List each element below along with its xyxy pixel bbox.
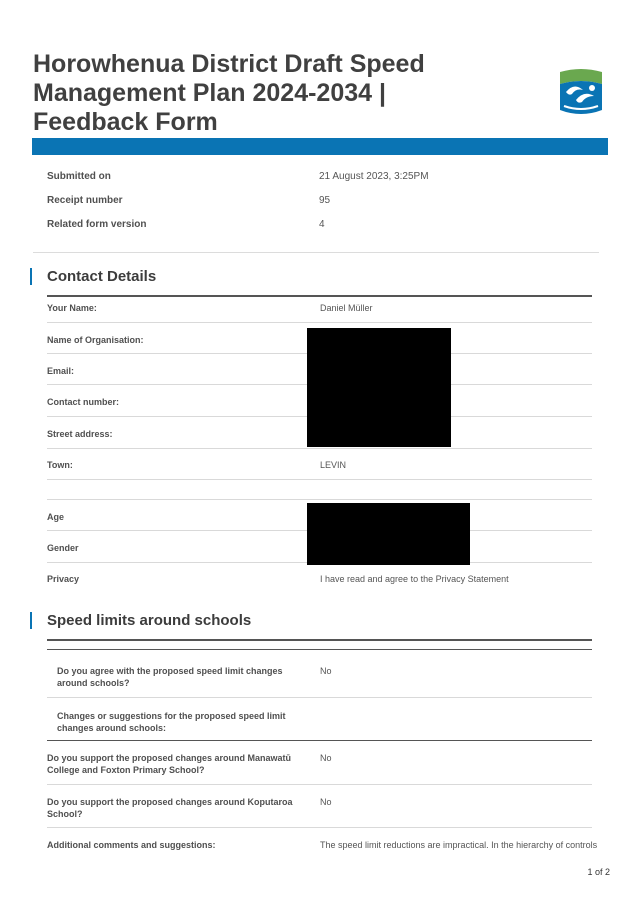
meta-value: 4 (319, 219, 325, 230)
form-row-suggestions-schools (47, 698, 592, 741)
meta-label: Related form version (47, 219, 147, 230)
redaction-block (307, 328, 451, 447)
field-label: Name of Organisation: (47, 335, 144, 345)
meta-row (33, 165, 599, 189)
field-value: No (320, 797, 332, 807)
field-value: The speed limit reductions are impractical. In the hierarchy of controls (320, 840, 598, 850)
field-label: Age (47, 512, 65, 522)
field-value: Daniel Müller (320, 303, 373, 313)
field-label: Contact number: (47, 397, 119, 407)
page-title: Horowhenua District Draft Speed Management Plan 2024-2034 | Feedback Form (33, 50, 425, 136)
field-label: Street address: (47, 429, 113, 439)
field-label: Email: (47, 366, 75, 376)
header-color-band (32, 138, 608, 155)
meta-value: 95 (319, 195, 331, 206)
field-label: Changes or suggestions for the proposed speed limit changes around schools: (57, 711, 286, 733)
meta-label: Receipt number (47, 195, 123, 206)
field-value: LEVIN (320, 460, 347, 470)
redaction-block (307, 503, 470, 565)
divider (33, 252, 599, 253)
form-row-agree-schools (47, 651, 592, 698)
field-value: No (320, 666, 332, 676)
submission-meta (33, 165, 599, 237)
page-number: 1 of 2 (587, 867, 610, 877)
field-label: Do you support the proposed changes around Manawatū College and Foxton Primary School? (47, 753, 292, 775)
form-row-town (47, 449, 592, 480)
section-title: Speed limits around schools (47, 612, 252, 629)
field-label: Additional comments and suggestions: (47, 840, 216, 850)
field-value: No (320, 753, 332, 763)
meta-row (33, 189, 599, 213)
section-title: Contact Details (47, 268, 157, 285)
field-label: Your Name: (47, 303, 97, 313)
section-accent (30, 612, 32, 629)
meta-label: Submitted on (47, 171, 111, 182)
field-label: Do you support the proposed changes around Koputaroa School? (47, 797, 293, 819)
field-label: Privacy (47, 574, 80, 584)
form-row-additional-comments (47, 828, 598, 856)
field-label: Do you agree with the proposed speed limit changes around schools? (57, 666, 283, 688)
section-accent (30, 268, 32, 285)
field-value: I have read and agree to the Privacy Statement (320, 574, 509, 584)
form-row-privacy (47, 563, 592, 593)
meta-row (33, 213, 599, 237)
form-row-name (47, 291, 592, 323)
form-row-koputaroa (47, 785, 592, 828)
council-logo-icon (556, 66, 606, 116)
meta-value: 21 August 2023, 3:25PM (319, 171, 429, 182)
field-label: Town: (47, 460, 73, 470)
section-rule (47, 639, 592, 641)
form-row-empty (47, 480, 592, 500)
field-label: Gender (47, 543, 79, 553)
section-subrule (47, 649, 592, 650)
form-row-manawatu (47, 741, 592, 785)
